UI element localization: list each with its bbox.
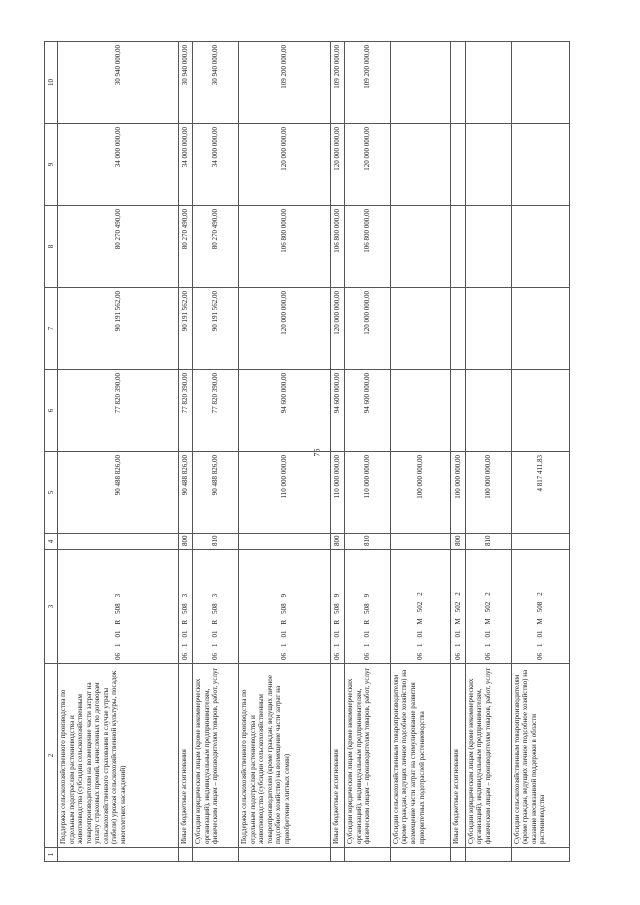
amount-cell: 30 940 000,00 (58, 42, 179, 124)
row-index-cell (58, 848, 179, 862)
table-row (511, 42, 569, 862)
amount-cell: 80 270 490,00 (178, 206, 193, 288)
code-part: 1 (453, 643, 462, 647)
code-part: 01 (483, 630, 492, 638)
code-part: 2 (416, 592, 425, 596)
row-name-cell: Субсидии юридическим лицам (кроме некоммерческих организаций), индивидуальным предпринимателям, физическим лицам – производителям товаров, работ, услуг (193, 664, 239, 848)
code-part: 2 (453, 592, 462, 596)
expense-type-cell: 800 (178, 534, 193, 550)
amount-cell: 110 000 000,00 (239, 452, 331, 534)
amount-cell: 94 600 000,00 (239, 370, 331, 452)
code-part: 1 (211, 643, 220, 647)
amount-cell (451, 370, 466, 452)
amount-cell: 109 200 000,00 (239, 42, 331, 124)
code-part: R (280, 619, 289, 625)
table-row (58, 42, 179, 862)
row-index-cell (193, 848, 239, 862)
code-part: R (333, 619, 342, 625)
code-part: 06 (483, 653, 492, 660)
code-part: 508 (333, 603, 342, 614)
amount-cell (511, 370, 569, 452)
amount-cell (511, 42, 569, 124)
classification-code-cell (58, 550, 179, 664)
header-cell: 10 (45, 42, 58, 124)
code-part: M (416, 618, 425, 625)
budget-table (44, 41, 570, 862)
table-row (390, 42, 450, 862)
row-name-cell: Иные бюджетные ассигнования (178, 664, 193, 848)
amount-cell: 90 488 826,00 (193, 452, 239, 534)
header-cell: 2 (45, 664, 58, 848)
table-row (465, 42, 511, 862)
amount-cell: 90 488 826,00 (178, 452, 193, 534)
expense-type-cell (511, 534, 569, 550)
amount-cell: 90 191 562,00 (58, 288, 179, 370)
code-part: M (483, 618, 492, 625)
header-cell: 7 (45, 288, 58, 370)
code-part: 01 (181, 630, 190, 638)
row-index-cell (390, 848, 450, 862)
code-part: R (363, 619, 372, 625)
amount-cell: 100 000 000,00 (465, 452, 511, 534)
row-name-cell: Иные бюджетные ассигнования (330, 664, 345, 848)
code-part: 9 (363, 593, 372, 598)
classification-code-cell (511, 550, 569, 664)
header-row (45, 42, 58, 862)
code-part: R (113, 619, 122, 625)
expense-type-cell (239, 534, 331, 550)
classification-code-cell (193, 550, 239, 664)
code-part: 01 (113, 630, 122, 638)
row-name-cell: Субсидии сельскохозяйственным товаропроизводителям (кроме граждан, ведущих личное подсобное хозяйство) на возмещение части затрат на стимулирование развития приоритетных подотраслей растениеводства (390, 664, 450, 848)
code-part: 508 (536, 601, 545, 613)
amount-cell (390, 370, 450, 452)
code-part: 01 (536, 630, 545, 638)
amount-cell: 109 200 000,00 (330, 42, 345, 124)
classification-code-cell (345, 550, 391, 664)
code-part: 1 (416, 643, 425, 647)
amount-cell: 120 000 000,00 (239, 288, 331, 370)
code-part: 3 (113, 593, 122, 598)
code-part: 06 (181, 653, 190, 660)
amount-cell (465, 42, 511, 124)
classification-code-cell (390, 550, 450, 664)
row-name-cell: Субсидии юридическим лицам (кроме некоммерческих организаций), индивидуальным предпринимателям, физическим лицам – производителям товаров, работ, услуг (345, 664, 391, 848)
amount-cell (465, 370, 511, 452)
code-part: R (181, 619, 190, 625)
table-row (451, 42, 466, 862)
expense-type-cell (58, 534, 179, 550)
code-part: 3 (211, 593, 220, 598)
code-part: 06 (416, 653, 425, 660)
row-name-cell: Субсидии юридическим лицам (кроме некоммерческих организаций), индивидуальным предпринимателям, физическим лицам – производителям товаров, работ, услуг (465, 664, 511, 848)
amount-cell: 110 000 000,00 (345, 452, 391, 534)
classification-code-cell (178, 550, 193, 664)
table-body (58, 42, 570, 862)
code-part: 1 (333, 643, 342, 647)
classification-code-cell (465, 550, 511, 664)
expense-type-cell: 810 (193, 534, 239, 550)
amount-cell: 94 600 000,00 (330, 370, 345, 452)
code-part: 1 (181, 643, 190, 647)
code-part: 01 (280, 630, 289, 638)
amount-cell (511, 206, 569, 288)
table-row (193, 42, 239, 862)
amount-cell: 120 000 000,00 (239, 124, 331, 206)
row-index-cell (178, 848, 193, 862)
code-part: 01 (363, 630, 372, 638)
amount-cell (451, 42, 466, 124)
amount-cell: 34 000 000,00 (193, 124, 239, 206)
row-index-cell (451, 848, 466, 862)
table-row (178, 42, 193, 862)
row-index-cell (511, 848, 569, 862)
amount-cell: 106 800 000,00 (345, 206, 391, 288)
expense-type-cell: 800 (451, 534, 466, 550)
amount-cell: 77 820 390,00 (58, 370, 179, 452)
row-index-cell (465, 848, 511, 862)
amount-cell: 109 200 000,00 (345, 42, 391, 124)
amount-cell (465, 124, 511, 206)
code-part: 1 (536, 643, 545, 647)
table-row (239, 42, 331, 862)
code-part: R (211, 619, 220, 625)
code-part: 502 (483, 601, 492, 613)
amount-cell: 90 191 562,00 (178, 288, 193, 370)
amount-cell: 100 000 000,00 (390, 452, 450, 534)
amount-cell: 120 000 000,00 (330, 124, 345, 206)
amount-cell: 77 820 390,00 (193, 370, 239, 452)
expense-type-cell: 810 (465, 534, 511, 550)
amount-cell: 94 600 000,00 (345, 370, 391, 452)
amount-cell: 34 000 000,00 (58, 124, 179, 206)
code-part: 01 (416, 630, 425, 638)
classification-code-cell (239, 550, 331, 664)
code-part: 01 (333, 630, 342, 638)
code-part: 06 (453, 653, 462, 660)
amount-cell: 30 940 000,00 (178, 42, 193, 124)
code-part: 1 (113, 643, 122, 647)
amount-cell: 106 800 000,00 (330, 206, 345, 288)
row-name-cell: Поддержка сельскохозяйственного производства по отдельным подотраслям растениеводства и животноводства (субсидии сельскохозяйственным товаропроизводителям на возмещение части затрат на уплату страховых премий, начисленных по договорам сельскохозяйственного страхования в случае утраты (гибели) урожая сельскохозяйственной культуры, посадок многолетних насаждений) (58, 664, 179, 848)
expense-type-cell: 800 (330, 534, 345, 550)
code-part: 508 (211, 603, 220, 614)
amount-cell (451, 288, 466, 370)
amount-cell: 110 000 000,00 (330, 452, 345, 534)
amount-cell: 77 820 390,00 (178, 370, 193, 452)
header-cell: 5 (45, 452, 58, 534)
amount-cell: 90 191 562,00 (193, 288, 239, 370)
code-part: 06 (333, 653, 342, 660)
header-cell: 9 (45, 124, 58, 206)
header-cell: 3 (45, 550, 58, 664)
row-index-cell (330, 848, 345, 862)
row-index-cell (239, 848, 331, 862)
amount-cell (390, 288, 450, 370)
header-cell: 6 (45, 370, 58, 452)
code-part: 06 (363, 653, 372, 660)
amount-cell: 120 000 000,00 (345, 124, 391, 206)
code-part: 06 (536, 653, 545, 660)
code-part: 1 (280, 643, 289, 647)
code-part: 508 (363, 603, 372, 614)
row-name-cell: Поддержка сельскохозяйственного производства по отдельным подотраслям растениеводства и животноводства (субсидии сельскохозяйственным товаропроизводителям (кроме граждан, ведущих личное подсобное хозяйство) на возмещение части затрат на приобретение элитных семян) (239, 664, 331, 848)
amount-cell (451, 206, 466, 288)
code-part: 06 (280, 653, 289, 660)
budget-table-rotated (44, 42, 570, 862)
code-part: 06 (113, 653, 122, 660)
code-part: M (536, 618, 545, 625)
amount-cell: 80 270 490,00 (193, 206, 239, 288)
amount-cell: 4 817 411,83 (511, 452, 569, 534)
code-part: M (453, 618, 462, 625)
header-cell: 1 (45, 848, 58, 862)
code-part: 9 (280, 593, 289, 598)
amount-cell: 100 000 000,00 (451, 452, 466, 534)
amount-cell: 90 488 826,00 (58, 452, 179, 534)
amount-cell: 120 000 000,00 (330, 288, 345, 370)
amount-cell (511, 124, 569, 206)
code-part: 3 (181, 593, 190, 598)
classification-code-cell (451, 550, 466, 664)
code-part: 06 (211, 653, 220, 660)
amount-cell: 80 270 490,00 (58, 206, 179, 288)
amount-cell (465, 206, 511, 288)
code-part: 01 (211, 630, 220, 638)
code-part: 508 (181, 603, 190, 614)
amount-cell (465, 288, 511, 370)
amount-cell (390, 124, 450, 206)
code-part: 502 (453, 601, 462, 613)
header-cell: 4 (45, 534, 58, 550)
code-part: 508 (113, 603, 122, 614)
code-part: 1 (363, 643, 372, 647)
page-number: 75 (312, 448, 322, 457)
expense-type-cell: 810 (345, 534, 391, 550)
amount-cell (390, 206, 450, 288)
amount-cell (390, 42, 450, 124)
amount-cell: 106 800 000,00 (239, 206, 331, 288)
row-name-cell: Субсидии сельскохозяйственным товаропроизводителям (кроме граждан, ведущих личное подсобное хозяйство) на оказание несвязанной поддержки в области растениеводства (511, 664, 569, 848)
code-part: 1 (483, 643, 492, 647)
table-row (345, 42, 391, 862)
code-part: 9 (333, 593, 342, 598)
code-part: 2 (483, 592, 492, 596)
code-part: 502 (416, 601, 425, 613)
classification-code-cell (330, 550, 345, 664)
code-part: 508 (280, 603, 289, 614)
amount-cell: 34 000 000,00 (178, 124, 193, 206)
amount-cell: 30 940 000,00 (193, 42, 239, 124)
code-part: 2 (536, 592, 545, 596)
header-cell: 8 (45, 206, 58, 288)
amount-cell (451, 124, 466, 206)
row-name-cell: Иные бюджетные ассигнования (451, 664, 466, 848)
code-part: 01 (453, 630, 462, 638)
table-row (330, 42, 345, 862)
amount-cell (511, 288, 569, 370)
expense-type-cell (390, 534, 450, 550)
row-index-cell (345, 848, 391, 862)
amount-cell: 120 000 000,00 (345, 288, 391, 370)
